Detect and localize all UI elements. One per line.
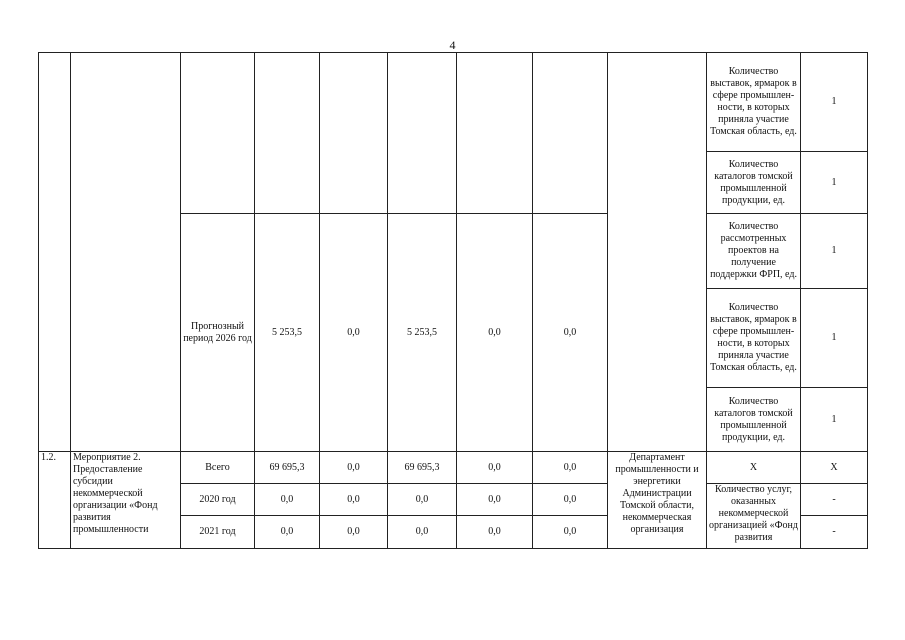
indicator-cell: Количество каталогов томской промышленной продукции, ед.	[707, 388, 801, 452]
amount-cell: 0,0	[533, 484, 608, 516]
amount-cell: 0,0	[457, 516, 533, 549]
indicator-cell: Количество выставок, ярмарок в сфере промышлен-ности, в которых приняла участие Томская область, ед.	[707, 53, 801, 152]
period-cell: 2021 год	[181, 516, 255, 549]
amount-cell: 0,0	[457, 214, 533, 452]
amount-cell	[320, 53, 388, 214]
table-row	[39, 53, 868, 152]
period-cell: Всего	[181, 452, 255, 484]
amount-cell: 0,0	[457, 452, 533, 484]
forecast-period: Прогнозный период 2026 год	[181, 214, 255, 452]
amount-cell: 0,0	[533, 516, 608, 549]
amount-cell: 0,0	[320, 452, 388, 484]
amount-cell: 0,0	[320, 214, 388, 452]
executor-cell-continued	[608, 53, 707, 452]
indicator-cell: Количество рассмотренных проектов на получение поддержки ФРП, ед.	[707, 214, 801, 289]
amount-cell: 69 695,3	[388, 452, 457, 484]
number-cell-continued	[39, 53, 71, 452]
executor-cell: Департамент промышленности и энергетики Администрации Томской области, некоммерческая организация	[608, 452, 707, 549]
amount-cell: 0,0	[388, 516, 457, 549]
amount-cell: 0,0	[533, 214, 608, 452]
page-number: 4	[449, 38, 456, 52]
amount-cell: 69 695,3	[255, 452, 320, 484]
event-number: 1.2.	[39, 452, 71, 549]
amount-cell: 0,0	[255, 516, 320, 549]
amount-cell	[533, 53, 608, 214]
indicator-cell: Х	[707, 452, 801, 484]
amount-cell: 5 253,5	[255, 214, 320, 452]
amount-cell: 0,0	[533, 452, 608, 484]
indicator-value: -	[801, 516, 868, 549]
amount-cell: 0,0	[388, 484, 457, 516]
period-cell: 2020 год	[181, 484, 255, 516]
amount-cell	[388, 53, 457, 214]
indicator-value: 1	[801, 214, 868, 289]
amount-cell: 0,0	[320, 484, 388, 516]
indicator-value: -	[801, 484, 868, 516]
event-name-cell-continued	[71, 53, 181, 452]
amount-cell: 0,0	[320, 516, 388, 549]
amount-cell: 0,0	[457, 484, 533, 516]
amount-cell: 5 253,5	[388, 214, 457, 452]
indicator-value: 1	[801, 289, 868, 388]
indicator-value: 1	[801, 53, 868, 152]
table-row	[39, 452, 868, 484]
amount-cell: 0,0	[255, 484, 320, 516]
amount-cell	[255, 53, 320, 214]
indicator-cell: Количество каталогов томской промышленной продукции, ед.	[707, 152, 801, 214]
indicator-cell: Количество выставок, ярмарок в сфере промышлен-ности, в которых приняла участие Томская область, ед.	[707, 289, 801, 388]
event-name: Мероприятие 2. Предоставление субсидии некоммерческой организации «Фонд развития промышленности	[71, 452, 181, 549]
program-table	[38, 52, 868, 549]
indicator-cell: Количество услуг, оказанных некоммерческой организацией «Фонд развития	[707, 484, 801, 549]
indicator-value: Х	[801, 452, 868, 484]
indicator-value: 1	[801, 388, 868, 452]
amount-cell	[457, 53, 533, 214]
indicator-value: 1	[801, 152, 868, 214]
period-cell-continued	[181, 53, 255, 214]
